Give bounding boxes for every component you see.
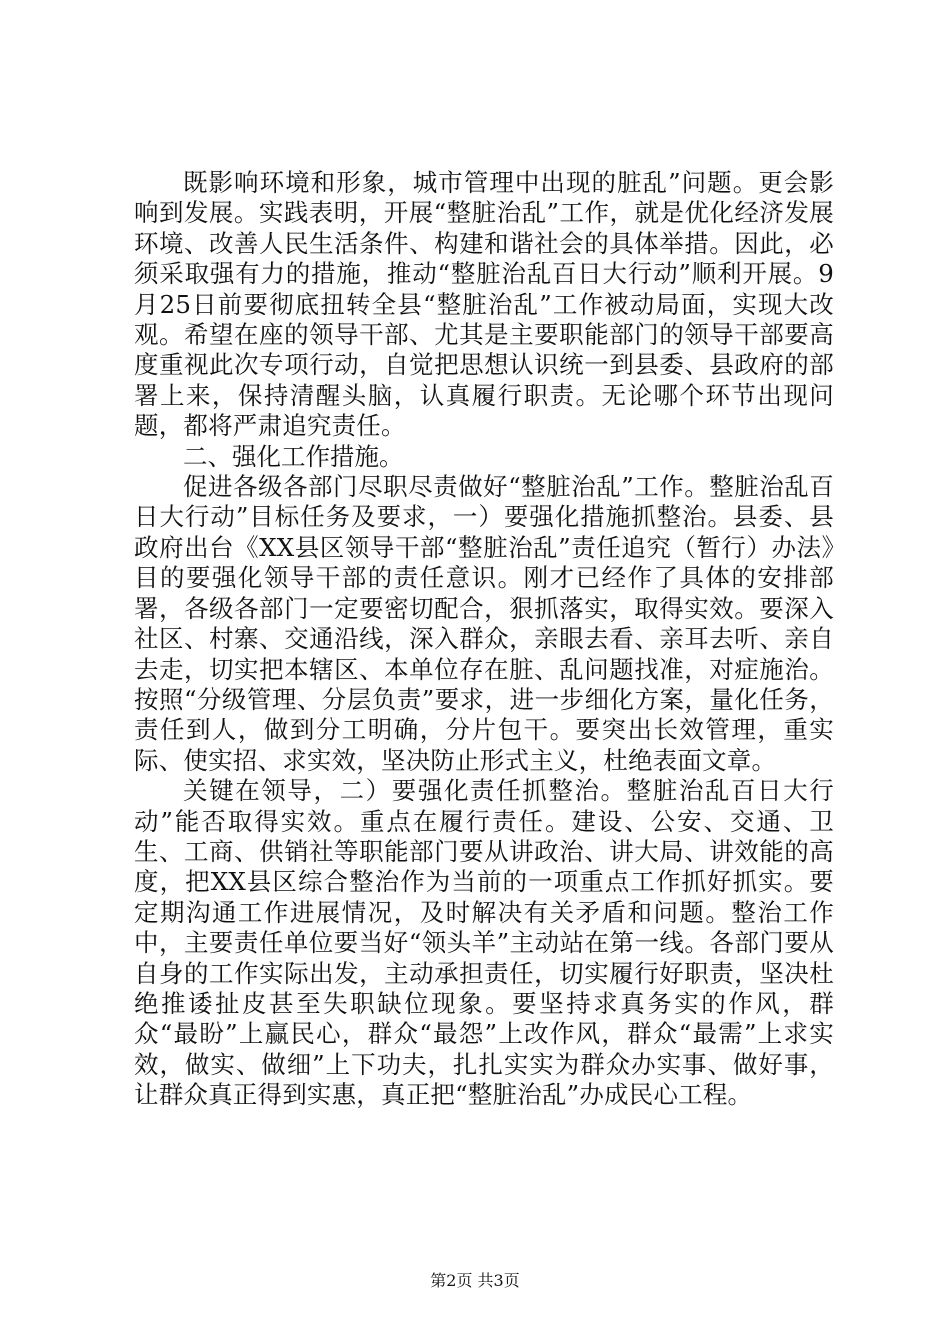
paragraph-1: 既影响环境和形象，城市管理中出现的脏乱”问题。更会影响到发展。实践表明，开展“整脏治乱”工作，就是优化经济发展环境、改善人民生活条件、构建和谐社会的具体举措。因此，必须采取强有力的措施，推动“整脏治乱百日大行动”顺利开展。9月25日前要彻底扭转全县“整脏治乱”工作被动局面，实现大改观。希望在座的领导干部、尤其是主要职能部门的领导干部要高度重视此次专项行动，自觉把思想认识统一到县委、县政府的部署上来，保持清醒头脑，认真履行职责。无论哪个环节出现问题，都将严肃追究责任。 (134, 168, 834, 441)
paragraph-3: 关键在领导，二）要强化责任抓整治。整脏治乱百日大行动”能否取得实效。重点在履行责任。建设、公安、交通、卫生、工商、供销社等职能部门要从讲政治、讲大局、讲效能的高度，把XX县区综合整治作为当前的一项重点工作抓好抓实。要定期沟通工作进展情况，及时解决有关矛盾和问题。整治工作中，主要责任单位要当好“领头羊”主动站在第一线。各部门要从自身的工作实际出发，主动承担责任，切实履行好职责，坚决杜绝推诿扯皮甚至失职缺位现象。要坚持求真务实的作风，群众“最盼”上赢民心，群众“最怨”上改作风，群众“最需”上求实效，做实、做细”上下功夫，扎扎实实为群众办实事、做好事，让群众真正得到实惠，真正把“整脏治乱”办成民心工程。 (134, 776, 834, 1110)
page-footer: 第2页 共3页 (430, 1271, 520, 1290)
section-heading: 二、强化工作措施。 (183, 441, 404, 471)
document-body (134, 168, 834, 1111)
paragraph-2: 促进各级各部门尽职尽责做好“整脏治乱”工作。整脏治乱百日大行动”目标任务及要求，一）要强化措施抓整治。县委、县政府出台《XX县区领导干部“整脏治乱”责任追究（暂行）办法》目的要强化领导干部的责任意识。刚才已经作了具体的安排部署，各级各部门一定要密切配合，狠抓落实，取得实效。要深入社区、村寨、交通沿线，深入群众，亲眼去看、亲耳去听、亲自去走，切实把本辖区、本单位存在脏、乱问题找准，对症施治。按照“分级管理、分层负责”要求，进一步细化方案，量化任务，责任到人，做到分工明确，分片包干。要突出长效管理，重实际、使实招、求实效，坚决防止形式主义，杜绝表面文章。 (134, 472, 834, 775)
